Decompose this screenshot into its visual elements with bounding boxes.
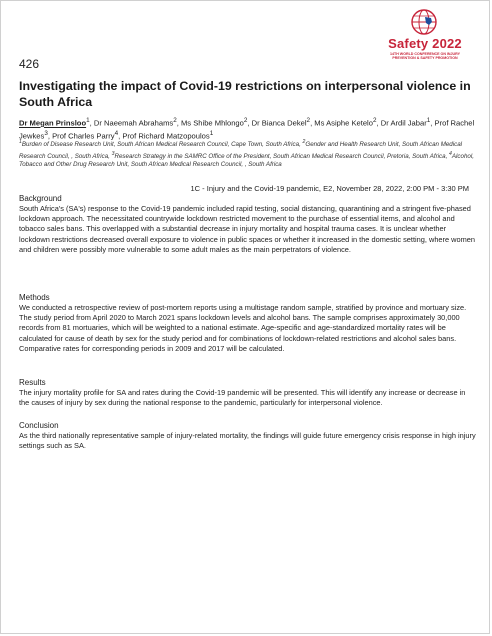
author: Dr Naeemah Abrahams [93,118,174,128]
affiliation: Burden of Disease Research Unit, South African Medical Research Council, Cape Town, South Africa, [21,141,301,149]
author-sup: 2 [372,117,377,124]
author-sup: 2 [306,117,311,124]
author: Ms Asiphe Ketelo [314,118,373,128]
affiliation: Alcohol, Tobacco and Other Drug Research Unit, South African Medical Research Council, , South Africa [19,152,474,169]
section-conclusion [19,421,477,451]
section-body: South Africa's (SA's) response to the Covid-19 pandemic included rapid testing, social distancing, quarantining and a stringent five-phased lockdown approach. The necessitated countrywide lockdown restricted movement to the purchase of essential items, and alcohol and tobacco sales bans. This overlapped with a substantial decrease in injury mortality and hospital trauma cases. It is unclear whether lockdown restrictions decreased overall exposure to violence in public spaces or whether it increased in the domestic setting, where women and children were possibly more vulnerable to some adult males as the main perpetrators of violence. [19,204,475,254]
author: Prof Rachel Jewkes [19,118,475,141]
section-heading: Methods [19,293,50,302]
affiliation-sup: 2 [302,139,306,145]
author: Prof Charles Parry [52,131,115,141]
section-results [19,378,477,408]
affiliation: Gender and Health Research Unit, South African Medical Research Council, , South Africa, [19,141,463,160]
section-body: The injury mortality profile for SA and rates during the Covid-19 pandemic will be presented. This will identify any increase or decrease in the causes of injury by sex during the national response to the pandemic, particularly for interpersonal violence. [19,388,466,408]
section-methods [19,293,477,354]
author: Dr Bianca Dekel [251,118,307,128]
author-sup: 1 [86,117,90,124]
author: Dr Ardil Jabar [380,118,427,128]
globe-logo-icon [411,9,437,35]
affiliations [19,138,479,170]
presenting-author: Dr Megan Prinsloo [19,118,87,128]
affiliation-sup: 3 [111,150,115,157]
session-info: 1C - Injury and the Covid-19 pandemic, E2, November 28, 2022, 2:00 PM - 3:30 PM [190,184,469,193]
author-sup: 4 [114,129,119,137]
author-list: Dr Megan Prinsloo$^1$, Dr Naeemah Abrahams$^2$, Ms Shibe Mhlongo$^2$, Dr Bianca Dekel$^2$, Ms Asiphe Ketelo$^2$, Dr Ardil Jabar$^1$, Prof Rachel Jewkes$^3$, Prof Charles Parry$^4$, Prof Richard Matzopoulos$^1$ [19,117,475,141]
author-sup: 3 [44,129,48,137]
author: Ms Shibe Mhlongo [180,118,244,128]
abstract-number: 426 [19,57,40,71]
affiliation: Research Strategy in the SAMRC Office of the President, South African Medical Research Council, Pretoria, South Africa, [114,152,448,160]
author-sup: 1 [426,117,431,124]
conference-logo [377,9,473,61]
affiliation-sup: 1 [19,139,22,145]
author-sup: 1 [209,129,214,137]
abstract-title: Investigating the impact of Covid-19 restrictions on interpersonal violence in South Africa [19,79,471,109]
section-background [19,194,477,255]
logo-title: Safety 2022 [388,36,462,51]
author-sup: 2 [243,117,248,124]
section-heading: Results [19,378,46,387]
affiliation-sup: 4 [449,150,452,157]
section-body: As the third nationally representative sample of injury-related mortality, the findings will guide future emergency crisis response in high injury settings such as SA. [19,431,476,451]
author: Prof Richard Matzopoulos [122,131,210,141]
author-sup: 2 [173,117,177,124]
section-body: We conducted a retrospective review of post-mortem reports using a multistage random sample, stratified by province and mortuary size. The study period from April 2020 to March 2021 spans lockdown levels and alcohol bans. The sample comprises approximately 30,000 records from 81 mortuaries, which will be weighted to a national estimate. Age-specific and age-standardized mortality rates will be calculated for cause of death by sex for the study period and for combinations of lockdown-related restrictions and alcohol sales bans. Comparative rates for corresponding periods in 2009 and 2017 will be calculated. [19,303,467,353]
section-heading: Conclusion [19,421,59,430]
section-heading: Background [19,194,62,203]
logo-subtitle: 14TH WORLD CONFERENCE ON INJURY PREVENTION & SAFETY PROMOTION [390,52,460,60]
